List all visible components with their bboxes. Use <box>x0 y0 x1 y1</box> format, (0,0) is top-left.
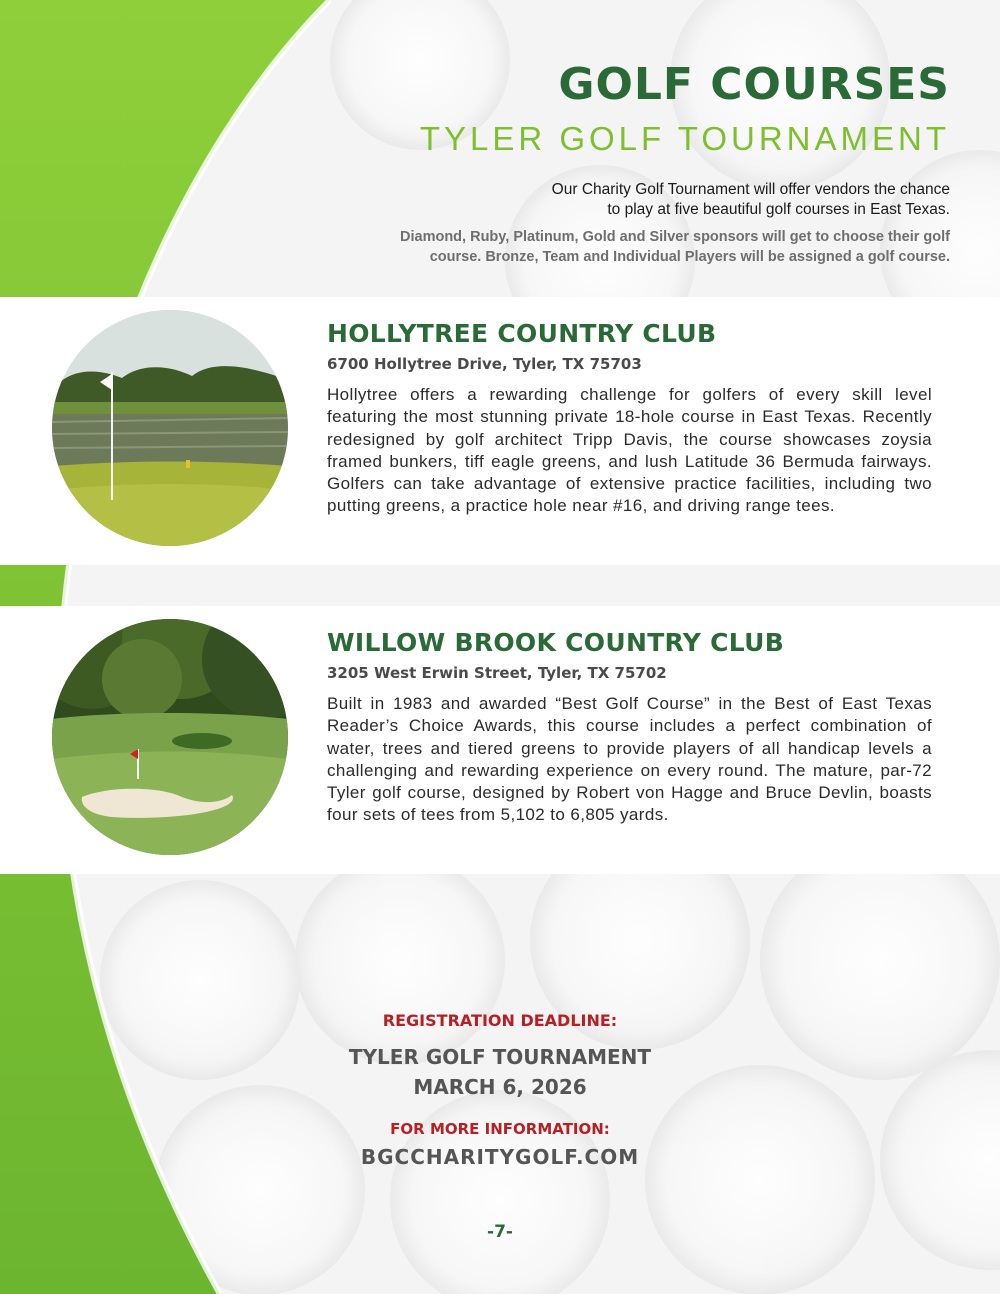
course-name: WILLOW BROOK COUNTRY CLUB <box>327 628 785 657</box>
hollytree-photo <box>52 310 288 546</box>
course-hollytree <box>327 318 932 518</box>
course-name: HOLLYTREE COUNTRY CLUB <box>327 319 717 348</box>
intro-line: to play at five beautiful golf courses in East Texas. <box>607 201 950 218</box>
deadline-label: REGISTRATION DEADLINE: <box>382 1011 618 1030</box>
tournament-name: TYLER GOLF TOURNAMENT <box>348 1045 652 1069</box>
page-header <box>420 58 950 158</box>
sponsor-note <box>230 227 950 267</box>
intro-line: Our Charity Golf Tournament will offer vendors the chance <box>551 181 950 198</box>
page-title: GOLF COURSES <box>558 59 950 110</box>
page-subtitle: TYLER GOLF TOURNAMENT <box>419 120 950 157</box>
course-description: Hollytree offers a rewarding challenge for golfers of every skill level featuring the most stunning private 18-hole course in East Texas. Recently redesigned by golf architect Tripp Davis, the course showcases zoysia framed bunkers, tiff eagle greens, and lush Latitude 36 Bermuda fairways. Golfers can take advantage of extensive practice facilities, including two putting greens, a practice hole near #16, and driving range tees. <box>327 385 932 516</box>
page-number: -7- <box>487 1222 513 1242</box>
info-label: FOR MORE INFORMATION: <box>390 1120 610 1138</box>
website-link[interactable]: BGCCHARITYGOLF.COM <box>360 1145 640 1169</box>
intro-text <box>250 180 950 220</box>
sponsor-line: course. Bronze, Team and Individual Players will be assigned a golf course. <box>429 249 950 265</box>
registration-footer <box>0 1010 1000 1172</box>
course-address: 3205 West Erwin Street, Tyler, TX 75702 <box>327 664 667 682</box>
sponsor-line: Diamond, Ruby, Platinum, Gold and Silver sponsors will get to choose their golf <box>400 229 950 245</box>
tournament-date: MARCH 6, 2026 <box>413 1075 587 1099</box>
course-willow-brook <box>327 627 932 827</box>
course-address: 6700 Hollytree Drive, Tyler, TX 75703 <box>327 355 642 373</box>
willow-brook-photo <box>52 619 288 855</box>
course-description: Built in 1983 and awarded “Best Golf Course” in the Best of East Texas Reader’s Choice Awards, this course includes a perfect combination of water, trees and tiered greens to provide players of all handicap levels a challenging and rewarding experience on every round. The mature, par-72 Tyler golf course, designed by Robert von Hagge and Bruce Devlin, boasts four sets of tees from 5,102 to 6,805 yards. <box>327 694 932 825</box>
